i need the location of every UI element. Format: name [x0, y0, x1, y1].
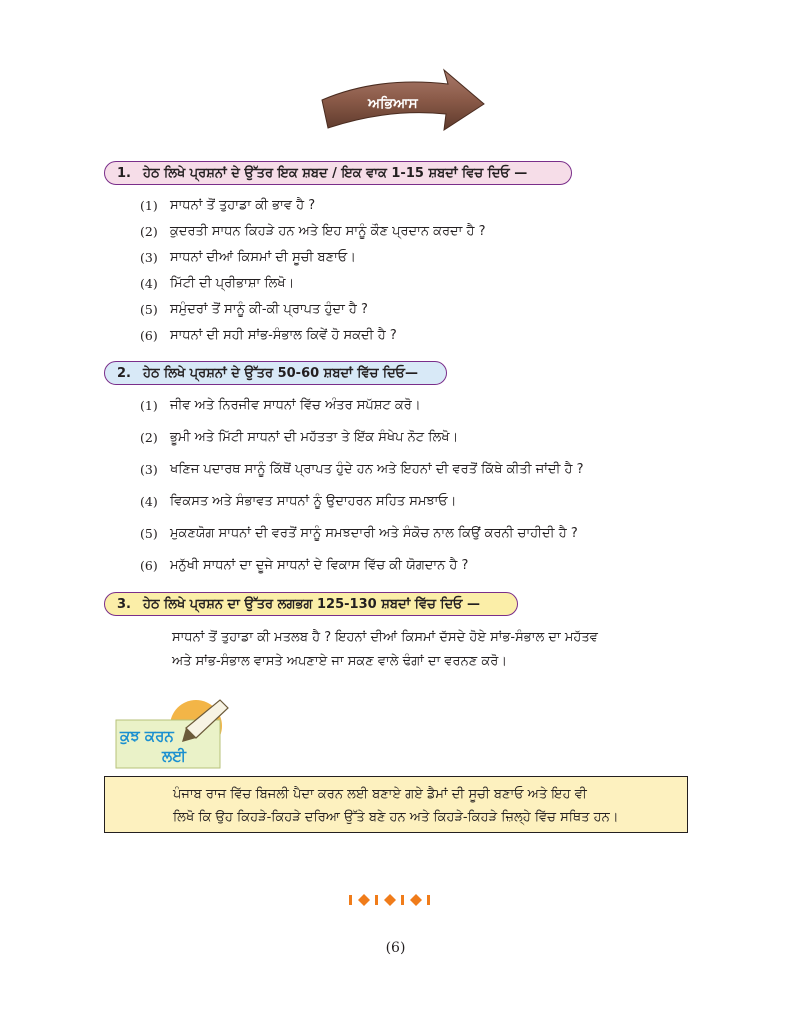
- page-number: (6): [385, 940, 406, 956]
- section-2-heading: [104, 361, 447, 385]
- list-item: (4) ਮਿੱਟੀ ਦੀ ਪ੍ਰੀਭਾਸ਼ਾ ਲਿਖੋ।: [140, 276, 295, 291]
- paragraph-line: ਸਾਧਨਾਂ ਤੋਂ ਤੁਹਾਡਾ ਕੀ ਮਤਲਬ ਹੈ ? ਇਹਨਾਂ ਦੀਆਂ ਕਿਸਮਾਂ ਦੱਸਦੇ ਹੋਏ ਸਾਂਭ-ਸੰਭਾਲ ਦਾ ਮਹੱਤਵ: [172, 630, 598, 645]
- section-2-questions: [140, 398, 584, 590]
- list-item: (4) ਵਿਕਸਤ ਅਤੇ ਸੰਭਾਵਤ ਸਾਧਨਾਂ ਨੂੰ ਉਦਾਹਰਨ ਸਹਿਤ ਸਮਝਾਓ।: [140, 494, 457, 509]
- section-1-number: 1.: [117, 165, 131, 181]
- section-2-heading-text: ਹੇਠ ਲਿਖੇ ਪ੍ਰਸ਼ਨਾਂ ਦੇ ਉੱਤਰ 50-60 ਸ਼ਬਦਾਂ ਵਿੱਚ ਦਿਓ—: [142, 365, 418, 381]
- section-3-heading: [104, 592, 518, 616]
- list-item: (6) ਸਾਧਨਾਂ ਦੀ ਸਹੀ ਸਾਂਭ-ਸੰਭਾਲ ਕਿਵੇਂ ਹੋ ਸਕਦੀ ਹੈ ?: [140, 328, 397, 343]
- activity-label-line-1: ਕੁਝ ਕਰਨ: [120, 727, 174, 745]
- activity-label-line-2: ਲਈ: [162, 747, 187, 765]
- section-3-number: 3.: [117, 596, 131, 612]
- list-item: (2) ਕੁਦਰਤੀ ਸਾਧਨ ਕਿਹੜੇ ਹਨ ਅਤੇ ਇਹ ਸਾਨੂੰ ਕੌਣ ਪ੍ਰਦਾਨ ਕਰਦਾ ਹੈ ?: [140, 224, 486, 239]
- list-item: (5) ਸਮੁੰਦਰਾਂ ਤੋਂ ਸਾਨੂੰ ਕੀ-ਕੀ ਪ੍ਰਾਪਤ ਹੁੰਦਾ ਹੈ ?: [140, 302, 368, 317]
- activity-text: [173, 783, 678, 829]
- list-item: (3) ਸਾਧਨਾਂ ਦੀਆਂ ਕਿਸਮਾਂ ਦੀ ਸੂਚੀ ਬਣਾਓ।: [140, 250, 356, 265]
- section-1-heading-text: ਹੇਠ ਲਿਖੇ ਪ੍ਰਸ਼ਨਾਂ ਦੇ ਉੱਤਰ ਇਕ ਸ਼ਬਦ / ਇਕ ਵਾਕ 1-15 ਸ਼ਬਦਾਂ ਵਿਚ ਦਿਓ —: [142, 165, 528, 181]
- ornament-divider: [348, 893, 442, 907]
- activity-line: ਲਿਖੋ ਕਿ ਉਹ ਕਿਹੜੇ-ਕਿਹੜੇ ਦਰਿਆ ਉੱਤੇ ਬਣੇ ਹਨ ਅਤੇ ਕਿਹੜੇ-ਕਿਹੜੇ ਜ਼ਿਲ੍ਹੇ ਵਿੱਚ ਸਥਿਤ ਹਨ।: [173, 810, 619, 825]
- list-item: (3) ਖਣਿਜ ਪਦਾਰਥ ਸਾਨੂੰ ਕਿੱਥੋਂ ਪ੍ਰਾਪਤ ਹੁੰਦੇ ਹਨ ਅਤੇ ਇਹਨਾਂ ਦੀ ਵਰਤੋਂ ਕਿੱਥੇ ਕੀਤੀ ਜਾਂਦੀ ਹੈ ?: [140, 462, 584, 477]
- activity-line: ਪੰਜਾਬ ਰਾਜ ਵਿੱਚ ਬਿਜਲੀ ਪੈਦਾ ਕਰਨ ਲਈ ਬਣਾਏ ਗਏ ਡੈਮਾਂ ਦੀ ਸੂਚੀ ਬਣਾਓ ਅਤੇ ਇਹ ਵੀ: [173, 787, 587, 802]
- list-item: (6) ਮਨੁੱਖੀ ਸਾਧਨਾਂ ਦਾ ਦੂਜੇ ਸਾਧਨਾਂ ਦੇ ਵਿਕਾਸ ਵਿੱਚ ਕੀ ਯੋਗਦਾਨ ਹੈ ?: [140, 558, 469, 573]
- exercise-banner: [318, 66, 488, 136]
- activity-box: [104, 776, 688, 833]
- list-item: (2) ਭੂਮੀ ਅਤੇ ਮਿੱਟੀ ਸਾਧਨਾਂ ਦੀ ਮਹੱਤਤਾ ਤੇ ਇੱਕ ਸੰਖੇਪ ਨੋਟ ਲਿਖੋ।: [140, 430, 459, 445]
- paragraph-line: ਅਤੇ ਸਾਂਭ-ਸੰਭਾਲ ਵਾਸਤੇ ਅਪਣਾਏ ਜਾ ਸਕਣ ਵਾਲੇ ਢੰਗਾਂ ਦਾ ਵਰਨਣ ਕਰੋ।: [172, 654, 508, 669]
- list-item: (5) ਮੁਕਣਯੋਗ ਸਾਧਨਾਂ ਦੀ ਵਰਤੋਂ ਸਾਨੂੰ ਸਮਝਦਾਰੀ ਅਤੇ ਸੰਕੋਚ ਨਾਲ ਕਿਉਂ ਕਰਨੀ ਚਾਹੀਦੀ ਹੈ ?: [140, 526, 578, 541]
- section-2-number: 2.: [117, 365, 131, 381]
- activity-label: [112, 698, 240, 772]
- banner-title: ਅਭਿਆਸ: [368, 96, 418, 112]
- section-3-heading-text: ਹੇਠ ਲਿਖੇ ਪ੍ਰਸ਼ਨ ਦਾ ਉੱਤਰ ਲਗਭਗ 125-130 ਸ਼ਬਦਾਂ ਵਿੱਚ ਦਿਓ —: [142, 596, 481, 612]
- section-3-paragraph: [172, 626, 672, 674]
- section-1-heading: [104, 161, 572, 185]
- list-item: (1) ਜੀਵ ਅਤੇ ਨਿਰਜੀਵ ਸਾਧਨਾਂ ਵਿੱਚ ਅੰਤਰ ਸਪੱਸ਼ਟ ਕਰੋ।: [140, 398, 421, 413]
- list-item: (1) ਸਾਧਨਾਂ ਤੋਂ ਤੁਹਾਡਾ ਕੀ ਭਾਵ ਹੈ ?: [140, 198, 316, 213]
- section-1-questions: [140, 198, 486, 354]
